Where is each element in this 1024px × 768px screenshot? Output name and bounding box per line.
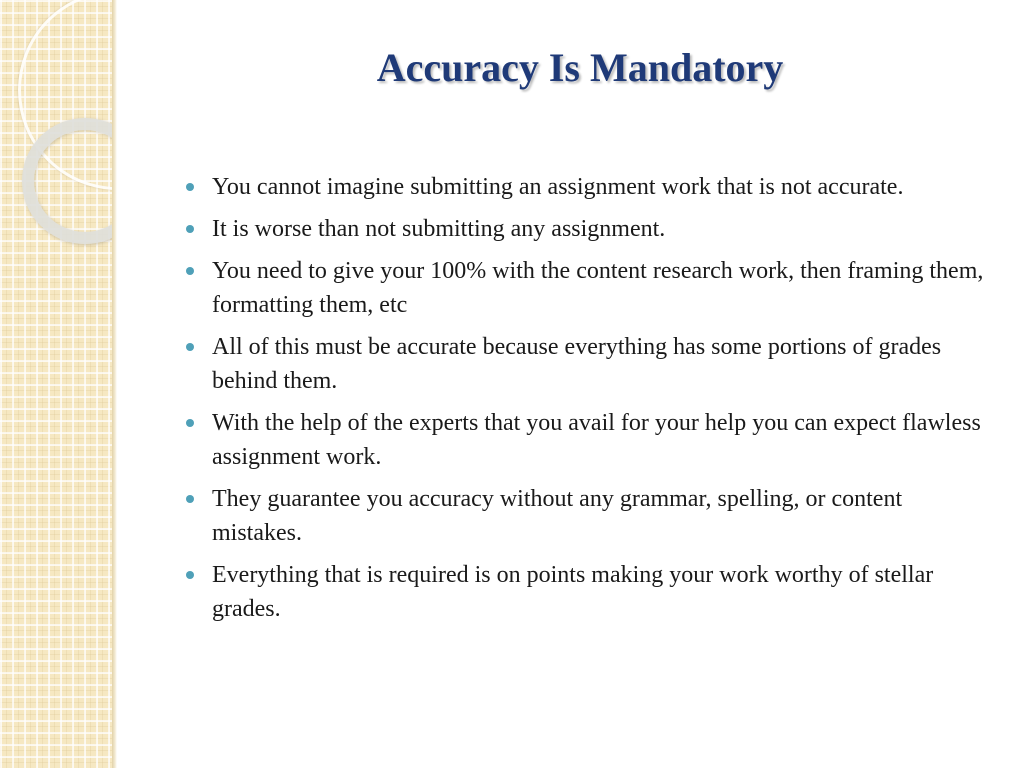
bullet-text: With the help of the experts that you avail for your help you can expect flawless assignment work. [212, 410, 981, 470]
bullet-dot-icon [186, 343, 194, 351]
bullet-item [186, 170, 996, 204]
bullet-item [186, 406, 996, 474]
bullet-item [186, 212, 996, 246]
bullet-text: All of this must be accurate because everything has some portions of grades behind them. [212, 334, 942, 394]
bullet-dot-icon [186, 267, 194, 275]
bullet-dot-icon [186, 419, 194, 427]
bullet-dot-icon [186, 495, 194, 503]
bullet-dot-icon [186, 571, 194, 579]
bullet-dot-icon [186, 225, 194, 233]
bullet-item [186, 254, 996, 322]
bullet-item [186, 558, 996, 626]
bullet-item [186, 482, 996, 550]
sidebar-edge [112, 0, 117, 768]
bullet-text: It is worse than not submitting any assignment. [212, 216, 666, 242]
bullet-text: You need to give your 100% with the content research work, then framing them, formatting them, etc [212, 258, 984, 318]
bullet-text: They guarantee you accuracy without any grammar, spelling, or content mistakes. [212, 486, 903, 546]
slide-title: Accuracy Is Mandatory [376, 45, 784, 90]
bullet-dot-icon [186, 183, 194, 191]
bullet-text: You cannot imagine submitting an assignment work that is not accurate. [212, 174, 904, 200]
bullet-item [186, 330, 996, 398]
bullet-list [186, 170, 996, 634]
decorative-sidebar [0, 0, 112, 768]
bullet-text: Everything that is required is on points making your work worthy of stellar grades. [212, 562, 934, 622]
